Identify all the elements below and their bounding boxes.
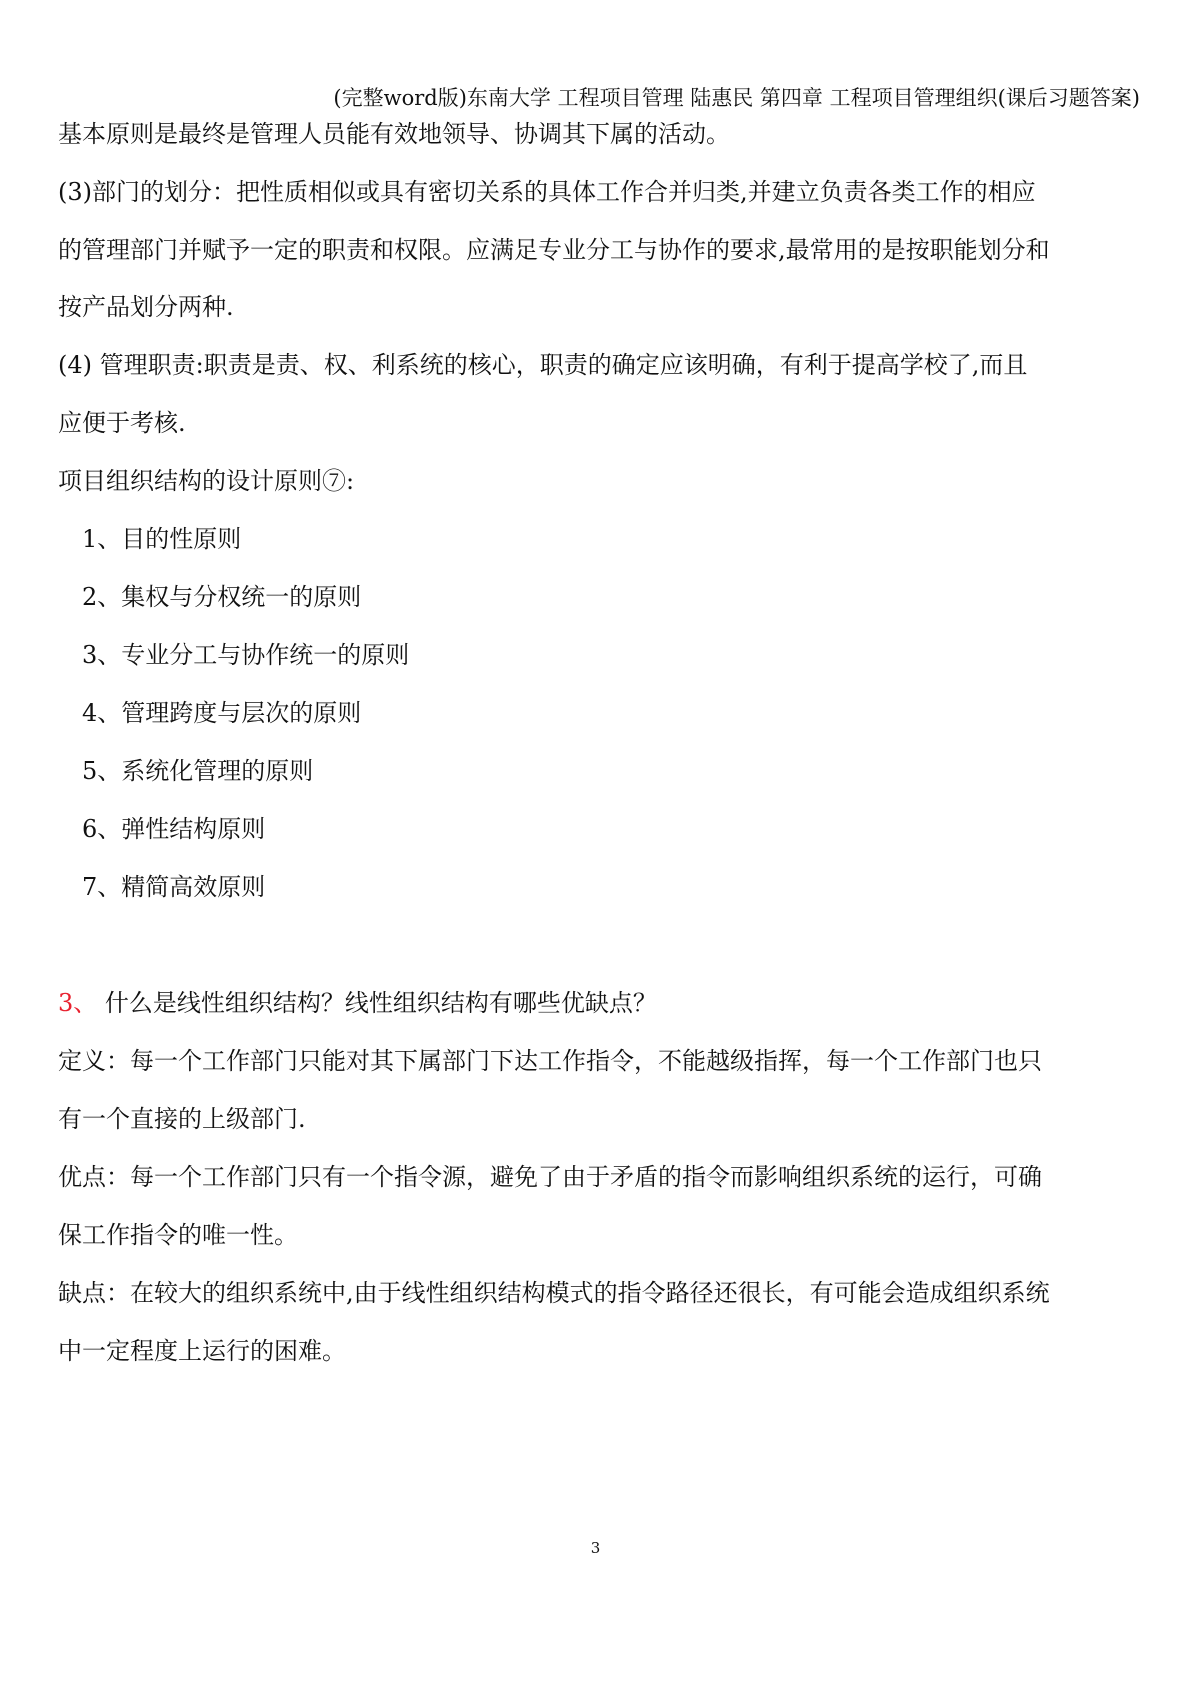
page-header: (完整word版)东南大学 工程项目管理 陆惠民 第四章 工程项目管理组织(课后习题答案) — [333, 86, 1140, 110]
paragraph-line: (3)部门的划分：把性质相似或具有密切关系的具体工作合并归类,并建立负责各类工作的相应 — [58, 178, 1036, 206]
paragraph-line: 应便于考核. — [58, 409, 186, 437]
paragraph-line: 缺点：在较大的组织系统中,由于线性组织结构模式的指令路径还很长，有可能会造成组织系统 — [58, 1279, 1050, 1307]
paragraph-line: 有一个直接的上级部门. — [58, 1105, 306, 1133]
page-number: 3 — [590, 1539, 601, 1557]
question-number: 3、 — [58, 989, 98, 1017]
paragraph-line: 定义：每一个工作部门只能对其下属部门下达工作指令，不能越级指挥，每一个工作部门也只 — [58, 1047, 1042, 1075]
question-heading — [58, 987, 657, 1019]
paragraph-line: 优点：每一个工作部门只有一个指令源，避免了由于矛盾的指令而影响组织系统的运行，可确 — [58, 1163, 1042, 1191]
paragraph-line: 保工作指令的唯一性。 — [58, 1221, 298, 1249]
section-heading: 项目组织结构的设计原则⑦: — [58, 467, 355, 495]
paragraph-line: 中一定程度上运行的困难。 — [58, 1337, 346, 1365]
list-item: 1、目的性原则 — [82, 525, 242, 553]
paragraph-line: 按产品划分两种. — [58, 293, 234, 321]
list-item: 5、系统化管理的原则 — [82, 757, 314, 785]
paragraph-line: (4) 管理职责:职责是责、权、利系统的核心，职责的确定应该明确，有利于提高学校了,而且 — [58, 351, 1028, 379]
list-item: 2、集权与分权统一的原则 — [82, 583, 362, 611]
list-item: 3、专业分工与协作统一的原则 — [82, 641, 410, 669]
paragraph-line: 的管理部门并赋予一定的职责和权限。应满足专业分工与协作的要求,最常用的是按职能划分和 — [58, 236, 1050, 264]
list-item: 4、管理跨度与层次的原则 — [82, 699, 362, 727]
paragraph-line: 基本原则是最终是管理人员能有效地领导、协调其下属的活动。 — [58, 120, 730, 148]
list-item: 6、弹性结构原则 — [82, 815, 266, 843]
question-text: 什么是线性组织结构？线性组织结构有哪些优缺点？ — [97, 989, 657, 1017]
list-item: 7、精简高效原则 — [82, 873, 266, 901]
